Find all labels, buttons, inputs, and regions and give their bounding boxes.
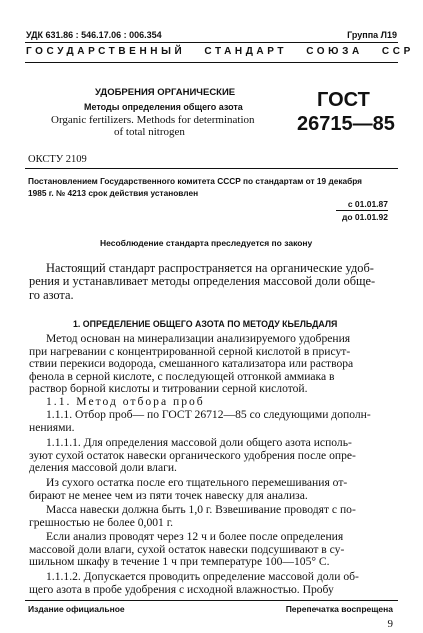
legal-notice: Несоблюдение стандарта преследуется по закону bbox=[100, 238, 313, 248]
intro-line: го азота. bbox=[29, 287, 74, 302]
intro-line: рения и устанавливает методы определения массовой доли обще- bbox=[29, 274, 376, 289]
effective-from: с 01.01.87 bbox=[347, 199, 388, 209]
effective-to: до 01.01.92 bbox=[341, 212, 388, 222]
page-number: 9 bbox=[387, 618, 393, 630]
clause-1-1-heading: 1.1. Метод отбора проб bbox=[46, 395, 205, 408]
clause-line: деления массовой доли влаги. bbox=[29, 461, 177, 475]
org-heading: ГОСУДАРСТВЕННЫЙ СТАНДАРТ СОЮЗА ССР bbox=[26, 46, 414, 57]
footer-reprint: Перепечатка воспрещена bbox=[285, 604, 393, 614]
body-line: массовой доли влаги, сухой остаток навески подсушивают в су- bbox=[29, 542, 345, 556]
clause-1-1-1 bbox=[29, 409, 392, 434]
title-en-2: of total nitrogen bbox=[114, 126, 185, 138]
top-rule bbox=[25, 42, 398, 43]
gost-number: 26715—85 bbox=[297, 113, 395, 135]
clause-1-1-1-1 bbox=[29, 437, 392, 475]
method-line: Метод основан на минерализации анализируемого удобрения bbox=[46, 332, 351, 345]
method-line: ствии перекиси водорода, смешанного катализатора или раствора bbox=[29, 357, 354, 371]
clause-1-1-1-2 bbox=[29, 571, 392, 596]
footer-official: Издание официальное bbox=[28, 604, 125, 614]
clause-line: 1.1.1. Отбор проб— по ГОСТ 26712—85 со следующими дополн- bbox=[46, 408, 371, 421]
org-rule bbox=[25, 62, 398, 63]
drying-paragraph bbox=[29, 531, 392, 569]
body-line: бирают не менее чем из пяти точек навеску для анализа. bbox=[29, 488, 308, 502]
clause-line: щего азота в пробе удобрения с исходной влажностью. Пробу bbox=[29, 582, 334, 596]
clause-line: зуют сухой остаток навески органического удобрения после опре- bbox=[29, 448, 356, 462]
method-line: при нагревании с концентрированной серной кислотой в присут- bbox=[29, 344, 351, 358]
intro-line: Настоящий стандарт распространяется на органические удоб- bbox=[46, 261, 374, 275]
body-line: грешностью не более 0,001 г. bbox=[29, 515, 174, 529]
method-line: раствор борной кислоты и титровании серной кислотой. bbox=[29, 382, 308, 396]
decree-line-2: 1985 г. № 4213 срок действия установлен bbox=[28, 188, 199, 198]
dry-residue-paragraph bbox=[29, 477, 392, 502]
date-divider bbox=[336, 210, 388, 211]
method-line: фенола в серной кислоте, с последующей отгонкой аммиака в bbox=[29, 369, 335, 383]
body-line: Из сухого остатка после его тщательного перемешивания от- bbox=[46, 476, 348, 489]
method-paragraph bbox=[29, 333, 392, 396]
body-line: шильном шкафу в течение 1 ч при температуре 100—105° С. bbox=[29, 555, 330, 569]
gost-label: ГОСТ bbox=[317, 89, 370, 111]
title-ru-sub: Методы определения общего азота bbox=[84, 102, 243, 112]
mass-paragraph bbox=[29, 504, 392, 529]
decree-line-1: Постановлением Государственного комитета СССР по стандартам от 19 декабря bbox=[28, 176, 363, 186]
section-heading: 1. ОПРЕДЕЛЕНИЕ ОБЩЕГО АЗОТА ПО МЕТОДУ КЬЕЛЬДАЛЯ bbox=[73, 319, 338, 329]
title-en-1: Organic fertilizers. Methods for determination bbox=[51, 114, 255, 126]
okstu-code: ОКСТУ 2109 bbox=[28, 154, 87, 165]
footer-rule bbox=[25, 600, 398, 601]
clause-line: нениями. bbox=[29, 420, 75, 434]
body-line: Если анализ проводят через 12 ч и более после определения bbox=[46, 530, 344, 543]
clause-line: 1.1.1.1. Для определения массовой доли общего азота исполь- bbox=[46, 436, 352, 449]
group-code: Группа Л19 bbox=[347, 30, 397, 40]
intro-paragraph bbox=[29, 262, 392, 302]
udk-code: УДК 631.86 : 546.17.06 : 006.354 bbox=[26, 30, 162, 40]
clause-1-1 bbox=[29, 396, 392, 409]
clause-line: 1.1.1.2. Допускается проводить определение массовой доли об- bbox=[46, 570, 359, 583]
title-ru: УДОБРЕНИЯ ОРГАНИЧЕСКИЕ bbox=[95, 87, 236, 98]
okstu-rule bbox=[25, 168, 398, 169]
body-line: Масса навески должна быть 1,0 г. Взвешивание проводят с по- bbox=[46, 503, 356, 516]
